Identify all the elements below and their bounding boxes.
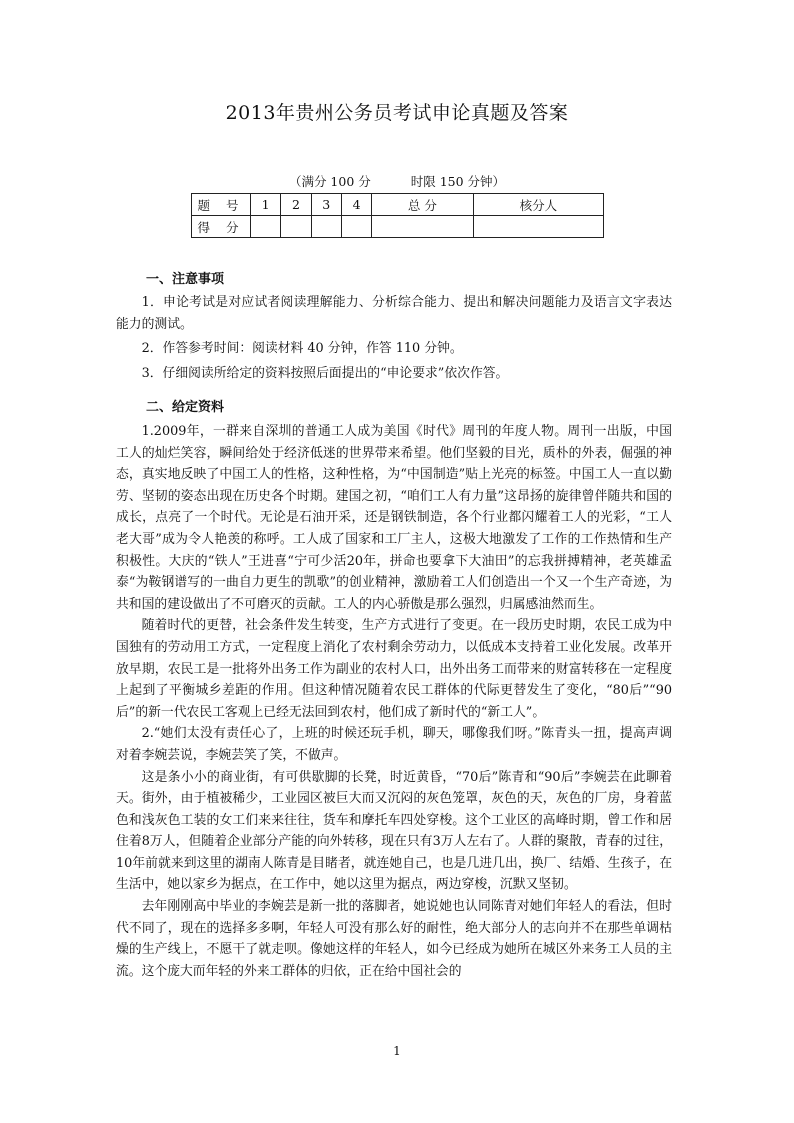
score-table <box>191 193 604 238</box>
score-table-header-row <box>192 194 604 216</box>
score-cell <box>372 216 473 238</box>
score-table-score-row <box>192 216 604 238</box>
note-item: 2．作答参考时间：阅读材料 40 分钟，作答 110 分钟。 <box>141 341 463 357</box>
material-paragraph: 1.2009年，一群来自深圳的普通工人成为美国《时代》周刊的年度人物。周刊一出版，中国工人的灿烂笑容，瞬间给处于经济低迷的世界带来希望。他们坚毅的目光，质朴的外表，倔强的神态，真实地反映了中国工人的性格，这种性格，为“中国制造”贴上光亮的标签。中国工人一直以勤劳、坚韧的姿态出现在历史各个时期。建国之初，“咱们工人有力量”这昂扬的旋律曾伴随共和国的成长，点亮了一个时代。无论是石油开采，还是钢铁制造，各个行业都闪耀着工人的光彩，“工人老大哥”成为令人艳羡的称呼。工人成了国家和工厂主人，这极大地激发了工作的工作热情和生产积极性。大庆的“铁人”王进喜“宁可少活20年，拼命也要拿下大油田”的忘我拼搏精神，老英雄孟泰“为鞍钢谱写的一曲自力更生的凯歌”的创业精神，激励着工人们创造出一个又一个生产奇迹，为共和国的建设做出了不可磨灭的贡献。工人的内心骄傲是那么强烈，归属感油然而生。 <box>116 424 672 612</box>
score-cell <box>341 216 371 238</box>
score-table-col: 总 分 <box>372 194 473 216</box>
score-cell <box>473 216 603 238</box>
material-paragraph: 随着时代的更替，社会条件发生转变，生产方式进行了变更。在一段历史时期，农民工成为中国独有的劳动用工方式，一定程度上消化了农村剩余劳动力，以低成本支持着工业化发展。改革开放早期，农民工是一批将外出务工作为副业的农村人口，出外出务工而带来的财富转移在一定程度上起到了平衡城乡差距的作用。但这种情况随着农民工群体的代际更替发生了变化，“80后”“90后”的新一代农民工客观上已经无法回到农村，他们成了新时代的“新工人”。 <box>116 618 672 720</box>
materials-body <box>116 421 672 982</box>
score-table-col: 4 <box>341 194 371 216</box>
score-table-col: 1 <box>251 194 281 216</box>
material-paragraph: 去年刚刚高中毕业的李婉芸是新一批的落脚者，她说她也认同陈青对她们年轻人的看法，但时代不同了，现在的选择多多啊，年轻人可没有那么好的耐性，绝大部分人的志向并不在那些单调枯燥的生产线上，不愿干了就走呗。像她这样的年轻人，如今已经成为她所在城区外来务工人员的主流。这个庞大而年轻的外来工群体的归依，正在给中国社会的 <box>116 899 672 979</box>
exam-meta <box>0 172 794 190</box>
score-cell <box>281 216 311 238</box>
page-number: 1 <box>393 1044 401 1058</box>
score-table-row-label: 得 分 <box>192 216 251 238</box>
time-limit-text: 时限 150 分钟） <box>410 174 506 189</box>
score-cell <box>311 216 341 238</box>
section-heading-notes: 一、注意事项 <box>146 272 225 287</box>
score-table-header-label: 题 号 <box>192 194 251 216</box>
page-title: 2013年贵州公务员考试申论真题及答案 <box>225 102 569 124</box>
material-paragraph: 这是条小小的商业街，有可供歇脚的长凳，时近黄昏，“70后”陈青和“90后”李婉芸在此聊着天。街外，由于植被稀少，工业园区被巨大而又沉闷的灰色笼罩，灰色的天，灰色的厂房，身着蓝色和浅灰色工装的女工们来来往往，货车和摩托车四处穿梭。这个工业区的高峰时期，曾工作和居住着8万人，但随着企业部分产能的向外转移，现在只有3万人左右了。人群的聚散，青春的过往，10年前就来到这里的湖南人陈青是目睹者，就连她自己，也是几进几出，换厂、结婚、生孩子，在生活中，她以家乡为据点，在工作中，她以这里为据点，两边穿梭，沉默又坚韧。 <box>116 769 672 893</box>
score-table-col: 核分人 <box>473 194 603 216</box>
material-paragraph: 2.“她们太没有责任心了，上班的时候还玩手机，聊天，哪像我们呀。”陈青头一扭，提高声调对着李婉芸说，李婉芸笑了笑，不做声。 <box>116 726 672 763</box>
note-item: 3．仔细阅读所给定的资料按照后面提出的“申论要求”依次作答。 <box>141 365 509 381</box>
section-heading-materials: 二、给定资料 <box>146 400 225 415</box>
note-item: 1．申论考试是对应试者阅读理解能力、分析综合能力、提出和解决问题能力及语言文字表达能力的测试。 <box>116 295 672 332</box>
score-cell <box>251 216 281 238</box>
score-table-col: 3 <box>311 194 341 216</box>
notes-list <box>116 292 672 384</box>
score-table-col: 2 <box>281 194 311 216</box>
full-score-text: （满分 100 分 <box>288 174 371 189</box>
